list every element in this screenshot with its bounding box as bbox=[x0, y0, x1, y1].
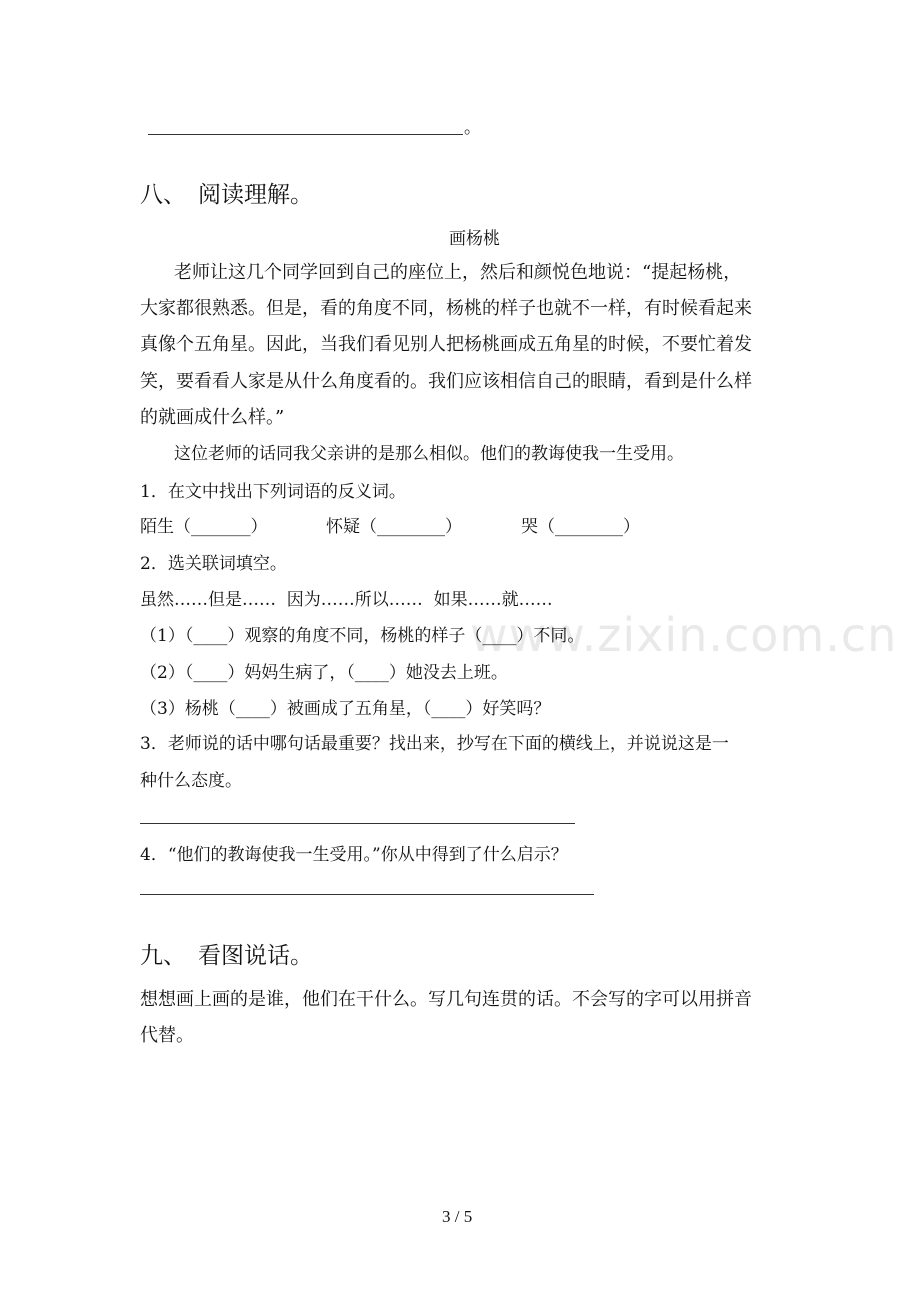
section-9-instruction-line-1: 想想画上画的是谁，他们在干什么。写几句连贯的话。不会写的字可以用拼音 bbox=[140, 989, 752, 1010]
section-8-title: 阅读理解。 bbox=[198, 182, 313, 208]
answer-line-top bbox=[148, 134, 463, 135]
question-4-prompt: 4．“他们的教诲使我一生受用。”你从中得到了什么启示？ bbox=[140, 845, 568, 865]
page-number: 3 / 5 bbox=[442, 1207, 473, 1226]
section-8-heading bbox=[140, 182, 313, 210]
watermark: www.zixin.com.cn bbox=[470, 608, 898, 662]
section-9-instruction-line-2: 代替。 bbox=[140, 1025, 194, 1046]
question-2-item-1: （1）（____）观察的角度不同，杨桃的样子（____）不同。 bbox=[140, 626, 585, 646]
section-8-number: 八、 bbox=[140, 182, 186, 208]
section-9-number: 九、 bbox=[140, 943, 186, 969]
section-9-title: 看图说话。 bbox=[198, 943, 313, 969]
passage-title: 画杨桃 bbox=[449, 229, 500, 249]
question-3-prompt-line-1: 3．老师说的话中哪句话最重要？找出来，抄写在下面的横线上，并说说这是一 bbox=[140, 734, 729, 754]
question-1-item-2: 怀疑（________） bbox=[326, 517, 462, 537]
answer-line-end-mark: 。 bbox=[464, 118, 481, 138]
paragraph-1-line-1: 老师让这几个同学回到自己的座位上，然后和颜悦色地说：“提起杨桃， bbox=[174, 262, 742, 283]
question-1-item-1: 陌生（_______） bbox=[140, 517, 268, 537]
question-2-prompt: 2．选关联词填空。 bbox=[140, 554, 287, 574]
paragraph-1-line-2: 大家都很熟悉。但是，看的角度不同，杨桃的样子也就不一样，有时候看起来 bbox=[140, 298, 752, 319]
paragraph-1-line-3: 真像个五角星。因此，当我们看见别人把杨桃画成五角星的时候，不要忙着发 bbox=[140, 334, 752, 355]
question-2-options: 虽然……但是…… 因为……所以…… 如果……就…… bbox=[140, 590, 553, 610]
paragraph-2: 这位老师的话同我父亲讲的是那么相似。他们的教诲使我一生受用。 bbox=[174, 444, 684, 464]
question-3-prompt-line-2: 种什么态度。 bbox=[140, 771, 242, 791]
question-1-item-3: 哭（________） bbox=[521, 517, 640, 537]
question-1-prompt: 1．在文中找出下列词语的反义词。 bbox=[140, 482, 406, 502]
question-4-answer-line bbox=[140, 894, 594, 895]
paragraph-1-line-4: 笑，要看看人家是从什么角度看的。我们应该相信自己的眼睛，看到是什么样 bbox=[140, 371, 752, 392]
question-3-answer-line bbox=[140, 823, 575, 824]
paragraph-1-line-5: 的就画成什么样。” bbox=[140, 407, 285, 428]
section-9-heading bbox=[140, 943, 313, 971]
question-2-item-3: （3）杨桃（____）被画成了五角星，（____）好笑吗？ bbox=[140, 699, 551, 719]
question-2-item-2: （2）（____）妈妈生病了，（____）她没去上班。 bbox=[140, 663, 508, 683]
